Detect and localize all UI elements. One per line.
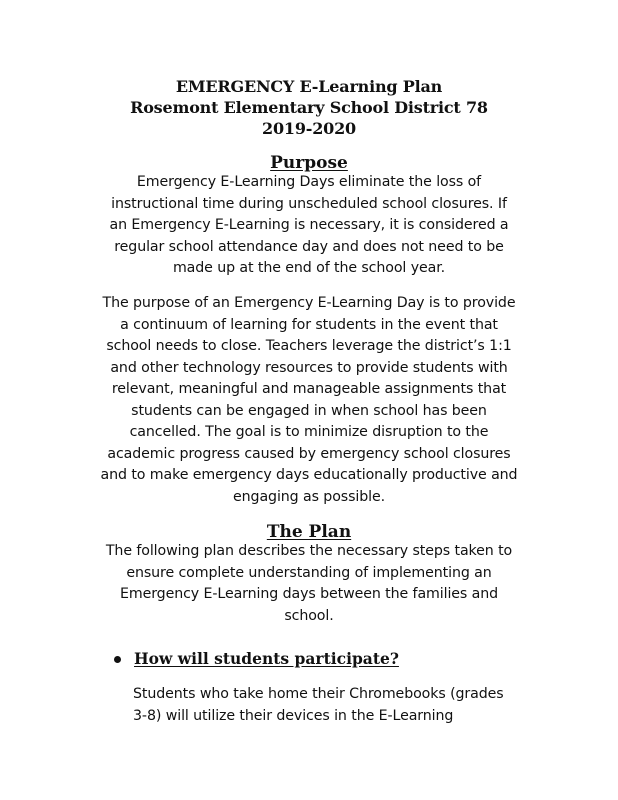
bullet-dot-icon (114, 656, 121, 663)
text-line: relevant, meaningful and manageable assignments that (111, 381, 507, 397)
document-title (0, 76, 618, 139)
bullet-title: How will students participate? (134, 649, 399, 668)
title-line-district: Rosemont Elementary School District 78 (130, 98, 488, 117)
bullet-body (133, 684, 553, 727)
text-line: and to make emergency days educationally productive and (100, 467, 518, 483)
text-line: an Emergency E-Learning is necessary, it is considered a (109, 217, 509, 233)
purpose-paragraph-1 (84, 172, 534, 280)
title-line-plan: EMERGENCY E-Learning Plan (175, 77, 443, 96)
text-line: academic progress caused by emergency school closures (107, 445, 511, 462)
text-line: made up at the end of the school year. (172, 260, 446, 276)
text-line: cancelled. The goal is to minimize disruption to the (129, 424, 489, 440)
plan-paragraph (84, 541, 534, 627)
plan-heading: The Plan (266, 522, 352, 542)
text-line: Emergency E-Learning Days eliminate the loss of (136, 174, 482, 190)
title-line-year: 2019-2020 (262, 119, 356, 138)
purpose-heading: Purpose (270, 153, 348, 173)
text-line: school. (284, 607, 334, 624)
text-line: school needs to close. Teachers leverage the district’s 1:1 (106, 338, 512, 354)
text-line: The following plan describes the necessary steps taken to (105, 543, 513, 559)
text-line: engaging as possible. (233, 488, 385, 505)
text-line: a continuum of learning for students in the event that (120, 316, 498, 333)
text-line: Students who take home their Chromebooks (grades (133, 686, 504, 702)
text-line: 3-8) will utilize their devices in the E-Learning (133, 707, 454, 724)
bullet-item (114, 648, 554, 670)
text-line: ensure complete understanding of implementing an (126, 564, 492, 581)
text-line: students can be engaged in when school has been (131, 402, 487, 419)
purpose-paragraph-2 (84, 293, 534, 508)
text-line: The purpose of an Emergency E-Learning Day is to provide (102, 295, 516, 311)
text-line: regular school attendance day and does not need to be (114, 238, 504, 255)
text-line: instructional time during unscheduled school closures. If (111, 195, 507, 212)
text-line: and other technology resources to provide students with (110, 359, 508, 376)
text-line: Emergency E-Learning days between the families and (119, 586, 499, 602)
